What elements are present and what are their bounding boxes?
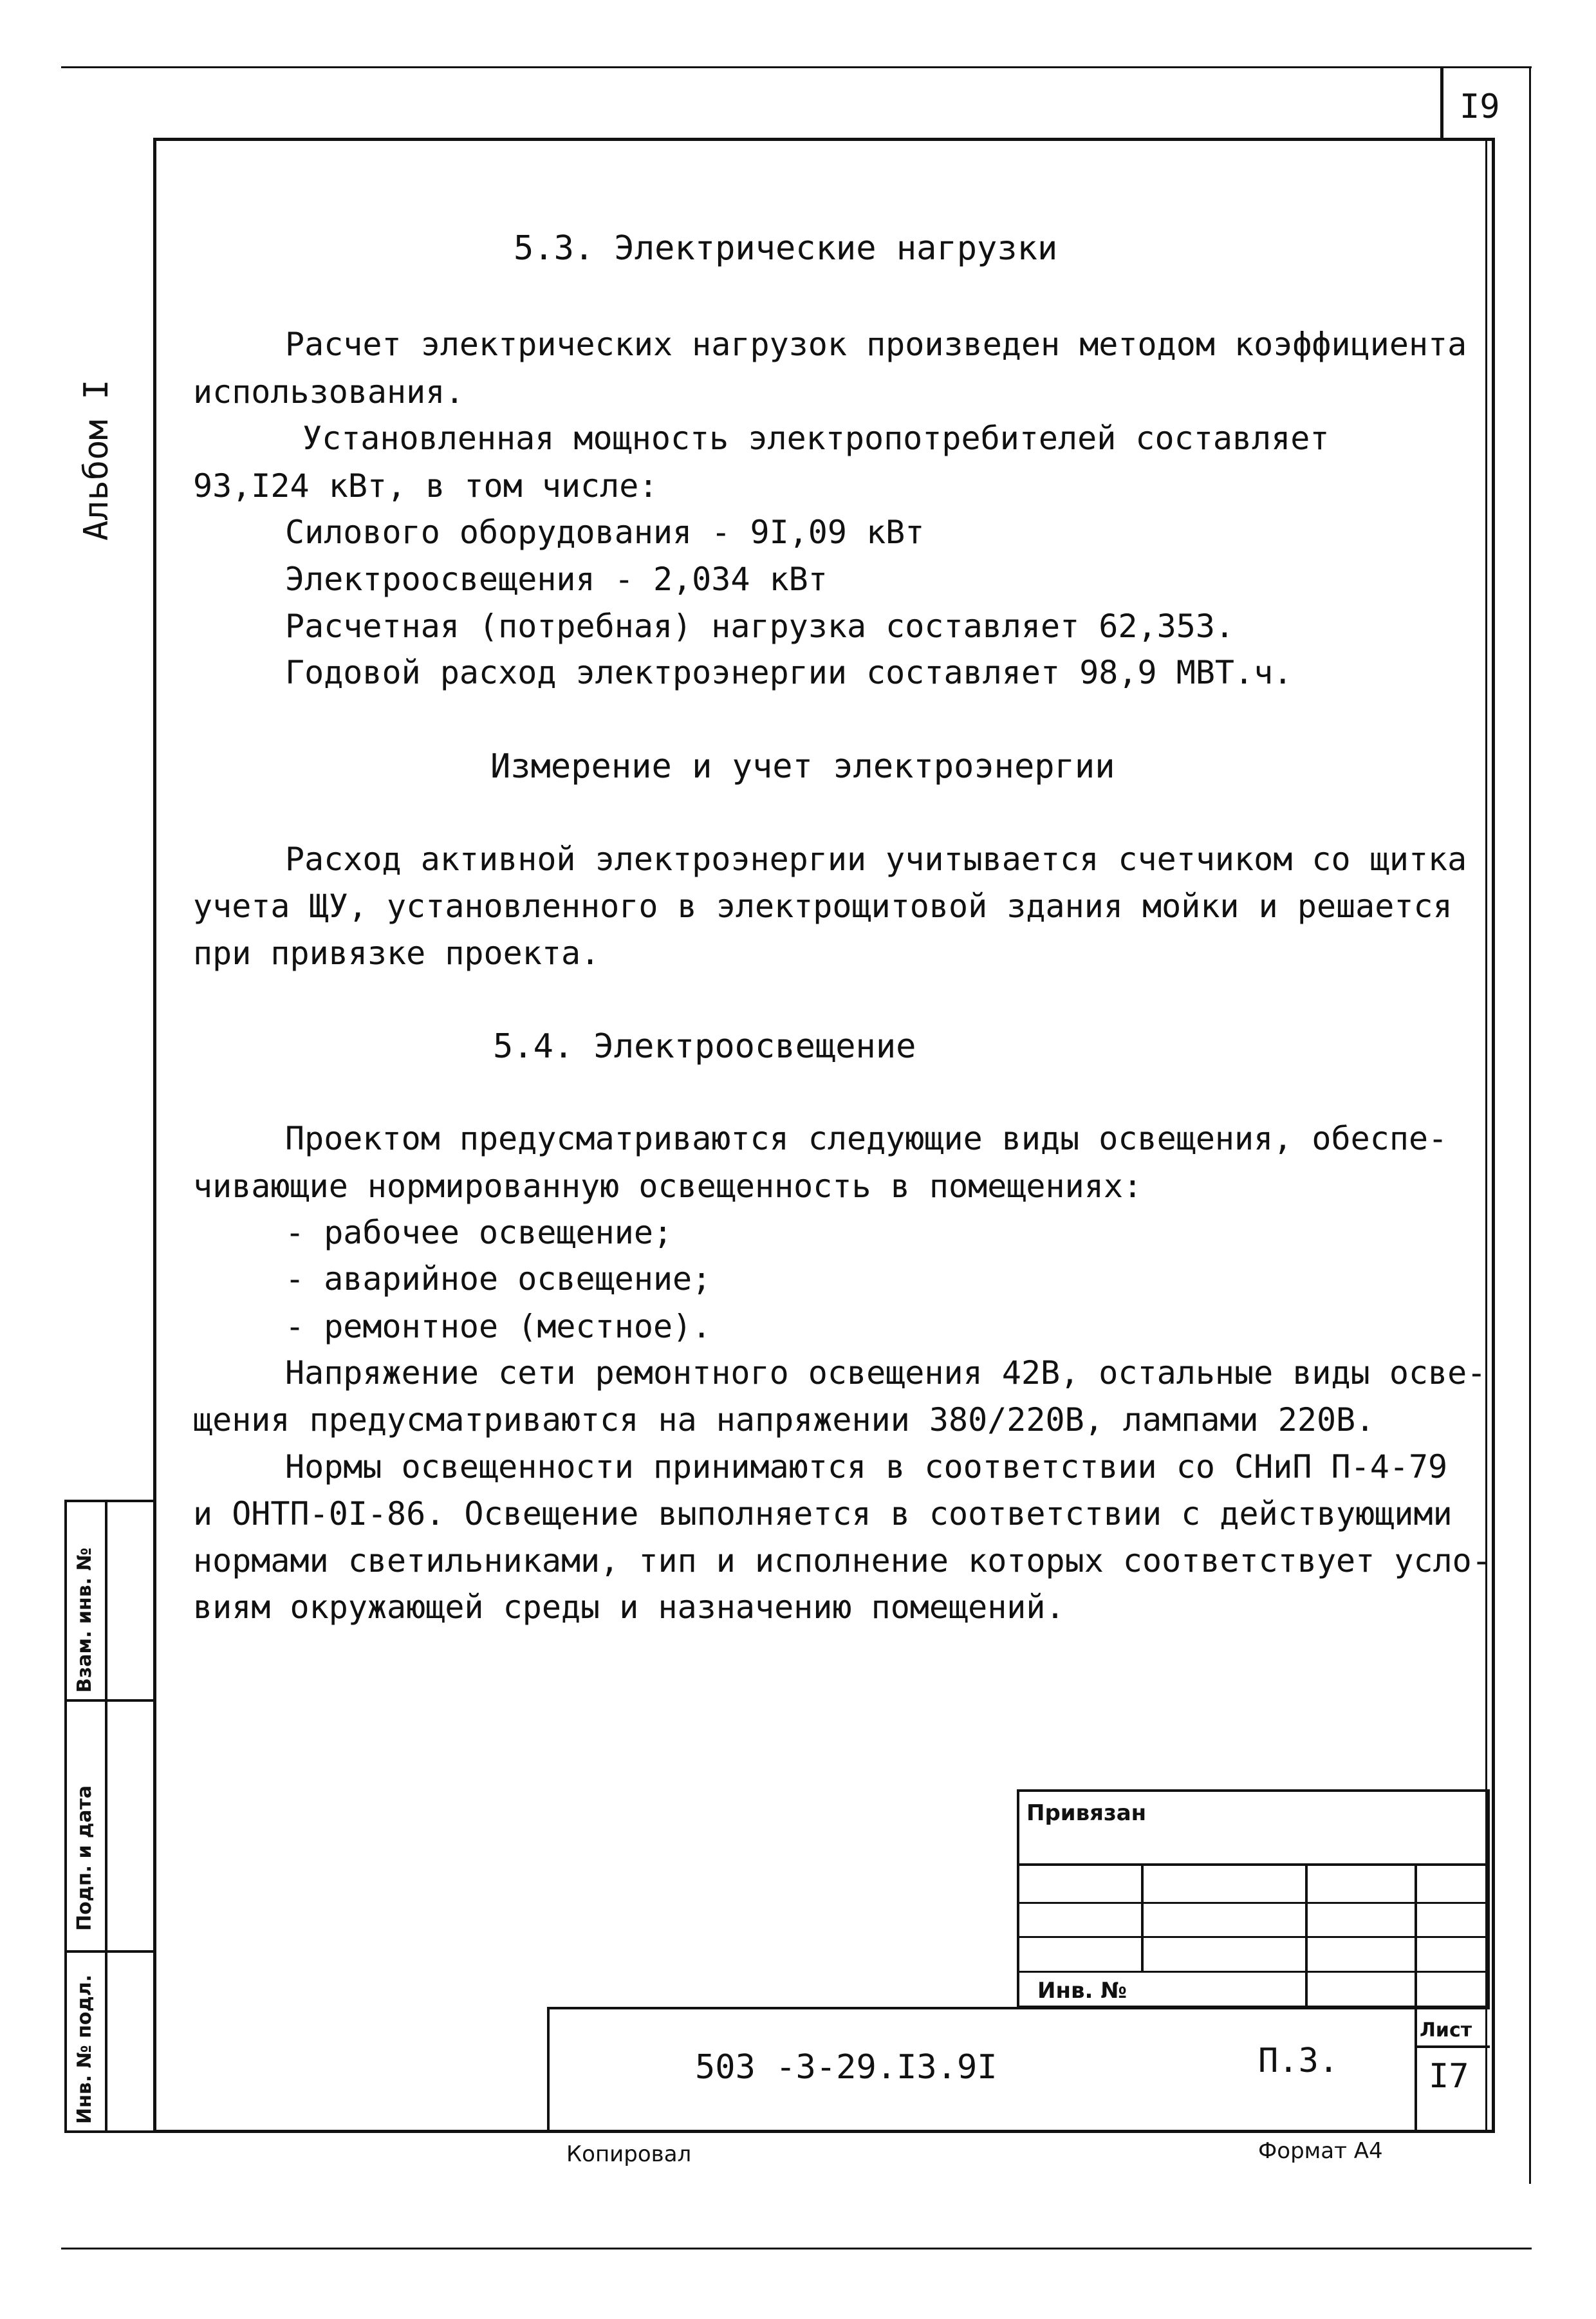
body-line: нормами светильниками, тип и исполнение которых соответствует усло- bbox=[193, 1542, 1491, 1579]
body-line: щения предусматриваются на напряжении 380/220В, лампами 220В. bbox=[193, 1401, 1375, 1439]
pb-col-2 bbox=[1305, 1863, 1308, 2008]
body-line: - ремонтное (местное). bbox=[285, 1308, 712, 1345]
section-5-3-title: 5.3. Электрические нагрузки bbox=[514, 229, 1058, 268]
body-line: Проектом предусматриваются следующие виды освещения, обеспе- bbox=[285, 1120, 1448, 1157]
body-line: использования. bbox=[193, 373, 465, 411]
body-line: Нормы освещенности принимаются в соответствии со СНиП П-4-79 bbox=[285, 1448, 1448, 1485]
doc-code: 503 -3-29.I3.9I bbox=[695, 2048, 998, 2087]
sheet-col bbox=[1415, 2007, 1417, 2133]
right-cut-line bbox=[1529, 66, 1531, 2184]
body-line: 93,I24 кВт, в том числе: bbox=[193, 467, 658, 505]
side-stamp-inv: Инв. № подл. bbox=[73, 1974, 96, 2124]
side-stamp-vzam: Взам. инв. № bbox=[73, 1547, 96, 1693]
body-line: - аварийное освещение; bbox=[285, 1260, 712, 1298]
inv-no-label: Инв. № bbox=[1037, 1978, 1127, 2004]
body-line: при привязке проекта. bbox=[193, 935, 600, 972]
body-line: и ОНТП-0I-86. Освещение выполняется в соответствии с действующими bbox=[193, 1495, 1452, 1532]
page-number: I9 bbox=[1460, 88, 1500, 126]
body-line: чивающие нормированную освещенность в помещениях: bbox=[193, 1168, 1143, 1205]
sheet-number: I7 bbox=[1429, 2057, 1469, 2096]
side-stamp-col-divider bbox=[105, 1500, 107, 2133]
body-line: Расчетная (потребная) нагрузка составляет 62,353. bbox=[285, 608, 1235, 645]
body-line: - рабочее освещение; bbox=[285, 1214, 673, 1251]
body-line: Расчет электрических нагрузок произведен методом коэффициента bbox=[285, 326, 1467, 363]
side-stamp-row-1 bbox=[64, 1699, 153, 1702]
pb-row-4 bbox=[1017, 1971, 1490, 1973]
format-label: Формат А4 bbox=[1258, 2138, 1383, 2164]
metering-title: Измерение и учет электроэнергии bbox=[490, 747, 1115, 786]
album-label: Альбом I bbox=[77, 379, 116, 541]
body-line: Электроосвещения - 2,034 кВт bbox=[285, 561, 828, 598]
body-line: Напряжение сети ремонтного освещения 42В, остальные виды осве- bbox=[285, 1354, 1487, 1392]
side-stamp-podp: Подп. и дата bbox=[73, 1785, 96, 1931]
privyazan-label: Привязан bbox=[1026, 1800, 1147, 1826]
sheet-row bbox=[1415, 2045, 1490, 2048]
doc-type: П.З. bbox=[1258, 2042, 1339, 2080]
pb-row-3 bbox=[1017, 1936, 1490, 1938]
top-cut-line bbox=[61, 66, 1532, 68]
sheet-label: Лист bbox=[1420, 2019, 1472, 2042]
body-line: учета ЩУ, установленного в электрощитовой здания мойки и решается bbox=[193, 888, 1452, 925]
copied-label: Копировал bbox=[566, 2141, 692, 2167]
body-line: Установленная мощность электропотребителей составляет bbox=[302, 420, 1330, 457]
doc-code-block bbox=[547, 2007, 1490, 2133]
side-stamp-row-2 bbox=[64, 1950, 153, 1953]
body-line: Годовой расход электроэнергии составляет 98,9 МВТ.ч. bbox=[285, 654, 1293, 691]
body-line: Расход активной электроэнергии учитывается счетчиком со щитка bbox=[285, 841, 1467, 878]
bottom-cut-line bbox=[61, 2248, 1532, 2249]
pb-col-1 bbox=[1141, 1863, 1144, 1971]
pb-row-2 bbox=[1017, 1902, 1490, 1904]
body-line: виям окружающей среды и назначению помещений. bbox=[193, 1588, 1065, 1626]
pb-col-3 bbox=[1415, 1863, 1417, 2008]
body-line: Силового оборудования - 9I,09 кВт bbox=[285, 514, 925, 551]
section-5-4-title: 5.4. Электроосвещение bbox=[493, 1027, 916, 1066]
pb-row-1 bbox=[1017, 1863, 1490, 1866]
